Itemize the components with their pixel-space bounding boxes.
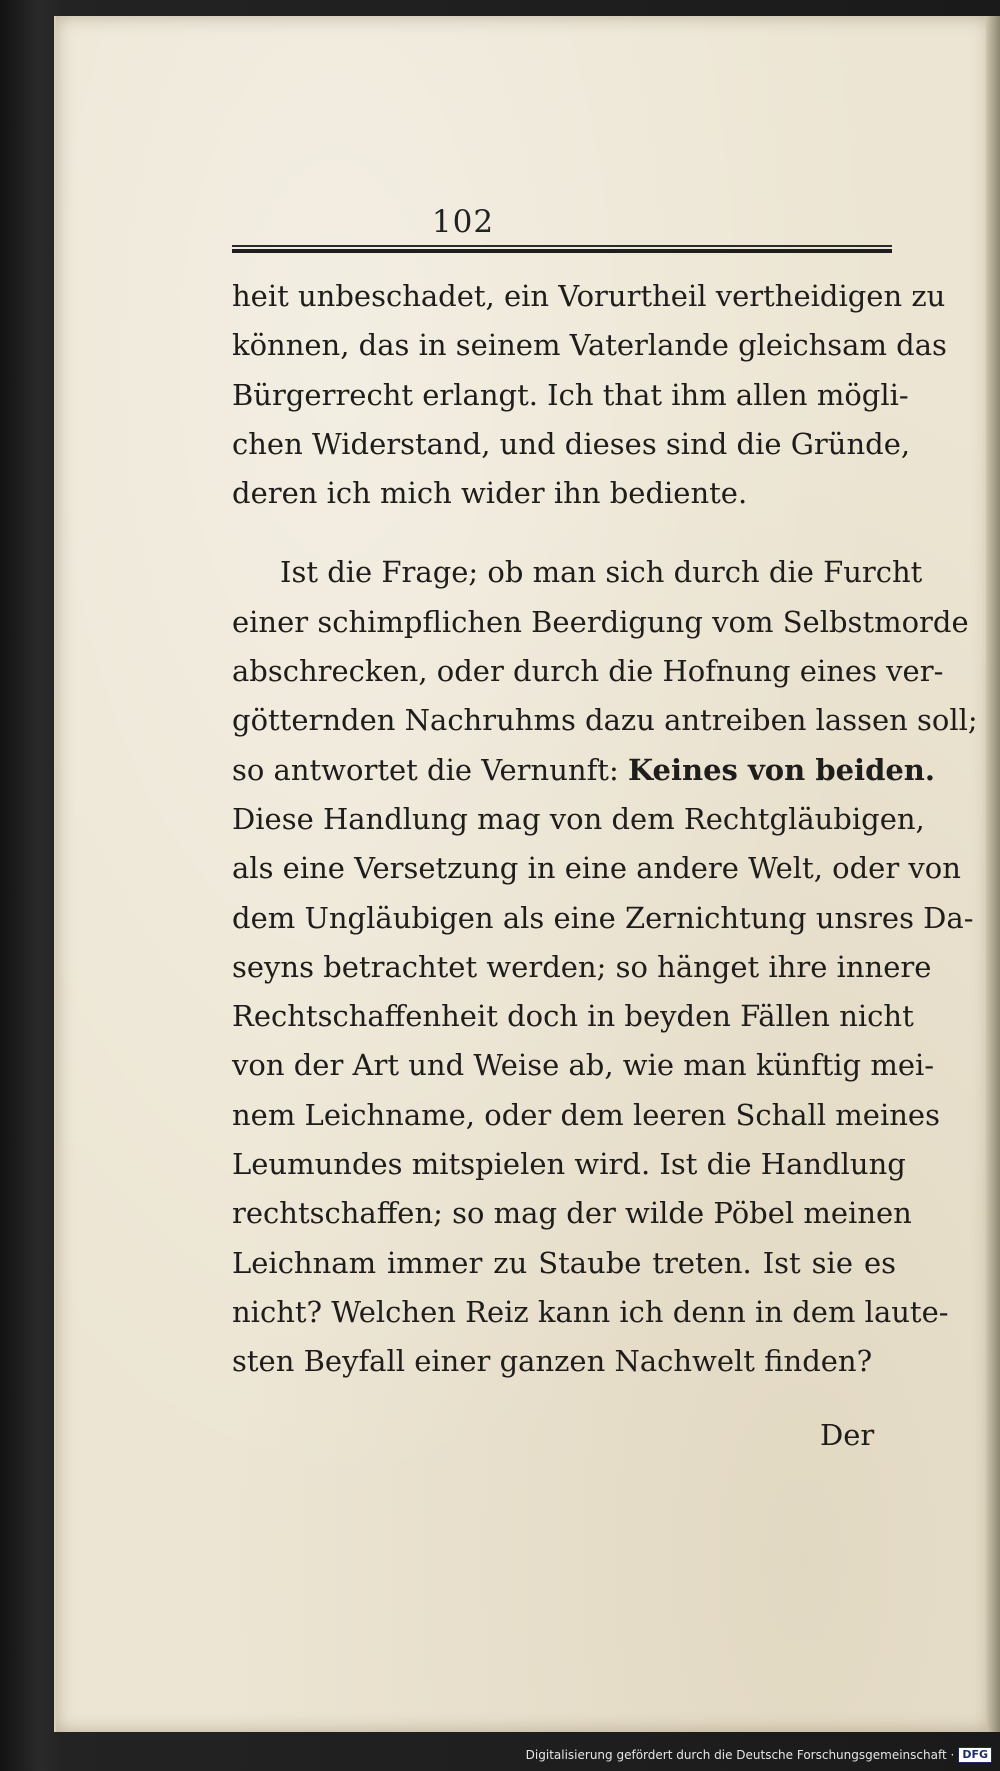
text-line: Leichnam immer zu Staube treten. Ist sie es xyxy=(232,1245,896,1280)
text-line: von der Art und Weise ab, wie man künftig mei- xyxy=(232,1048,935,1083)
text-line: Diese Handlung mag von dem Rechtgläubigen, xyxy=(232,801,925,836)
text-line: chen Widerstand, und dieses sind die Gründe, xyxy=(232,426,911,461)
page-number: 102 xyxy=(431,204,495,240)
text-line: rechtschaffen; so mag der wilde Pöbel meinen xyxy=(232,1196,912,1231)
text-line: Ist die Frage; ob man sich durch die Furcht xyxy=(280,555,923,590)
text-line: Rechtschaffenheit doch in beyden Fällen nicht xyxy=(232,999,914,1034)
text-line: abschrecken, oder durch die Hofnung eines ver- xyxy=(232,654,944,689)
credit-text: Digitalisierung gefördert durch die Deutsche Forschungsgemeinschaft · xyxy=(525,1748,955,1762)
text-line: Bürgerrecht erlangt. Ich that ihm allen mögli- xyxy=(232,377,909,412)
catchword: Der xyxy=(820,1418,875,1452)
text-line: Leumundes mitspielen wird. Ist die Handlung xyxy=(232,1147,906,1182)
text-line-mixed xyxy=(232,746,935,795)
emphasis-text: Keines von beiden. xyxy=(627,752,935,787)
text-line: nicht? Welchen Reiz kann ich denn in dem laute- xyxy=(232,1294,949,1329)
page-edge xyxy=(986,16,1000,1732)
digitization-credit xyxy=(526,1743,992,1767)
text-line: einer schimpflichen Beerdigung vom Selbstmorde xyxy=(232,604,969,639)
header-rule-thin xyxy=(232,245,892,247)
text-line: götternden Nachruhms dazu antreiben lassen soll; xyxy=(232,703,978,738)
text-line: dem Ungläubigen als eine Zernichtung unsres Da- xyxy=(232,900,974,935)
body-text xyxy=(232,272,978,1387)
header-rule xyxy=(232,245,892,254)
text-line: seyns betrachtet werden; so hänget ihre innere xyxy=(232,949,932,984)
text-line: heit unbeschadet, ein Vorurtheil vertheidigen zu xyxy=(232,279,946,313)
header-rule-thick xyxy=(232,249,892,253)
text-line: können, das in seinem Vaterlande gleichsam das xyxy=(232,328,947,363)
dfg-logo: DFG xyxy=(958,1747,992,1763)
text-line: als eine Versetzung in eine andere Welt, oder von xyxy=(232,851,961,886)
text-line: deren ich mich wider ihn bediente. xyxy=(232,476,748,511)
text-line: nem Leichname, oder dem leeren Schall meines xyxy=(232,1097,940,1132)
paragraph-gap xyxy=(232,518,896,548)
text-line: sten Beyfall einer ganzen Nachwelt finden? xyxy=(232,1344,873,1379)
text-segment: so antwortet die Vernunft: xyxy=(232,752,619,787)
